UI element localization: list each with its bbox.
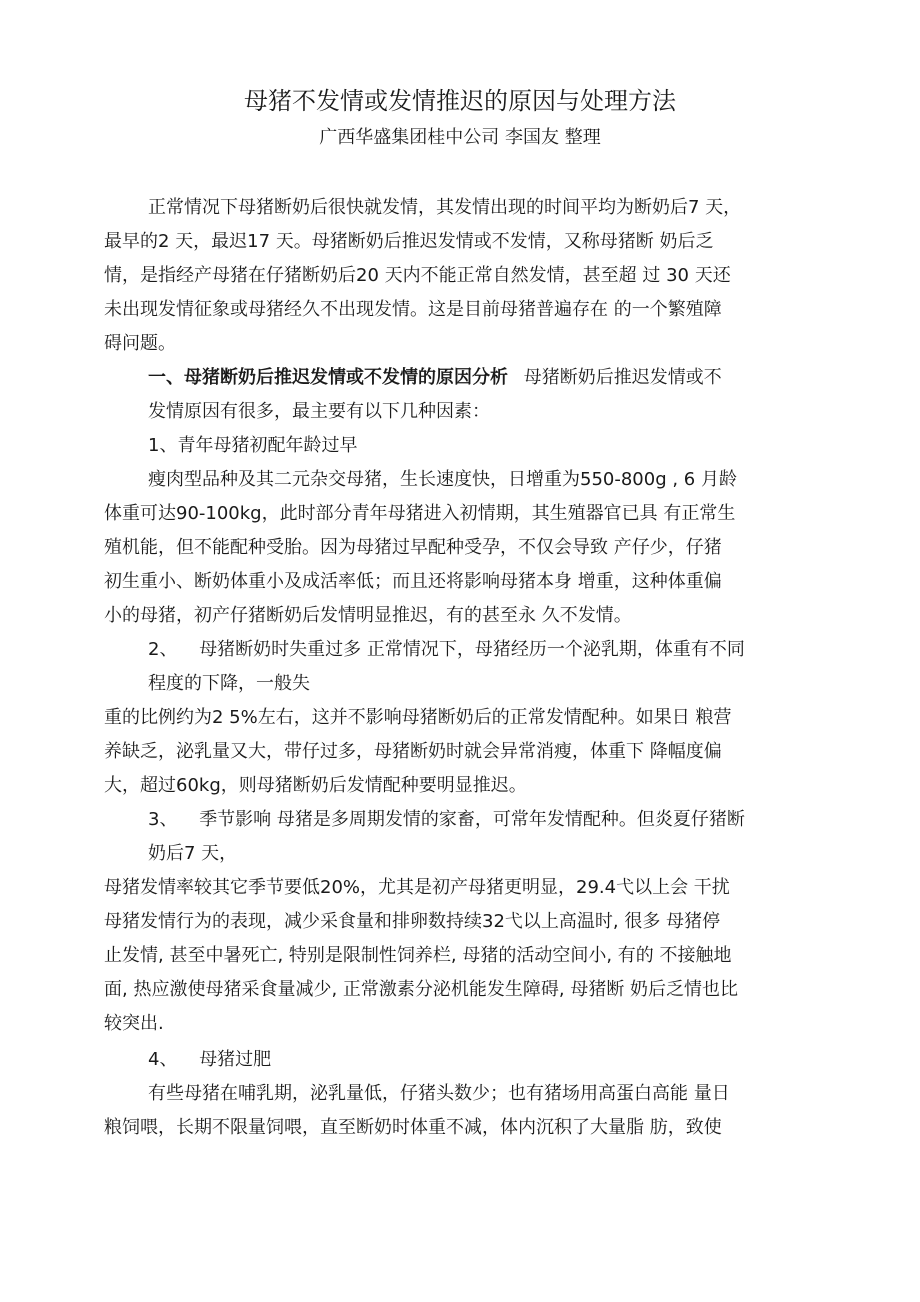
item-1-line-4: 初生重小、断奶体重小及成活率低；而且还将影响母猪本身 增重，这种体重偏 [104,571,722,592]
item-2-line-3: 重的比例约为2 5%左右，这并不影响母猪断奶后的正常发情配种。如果日 粮营 [104,707,732,728]
item-3-heading-text: 季节影响 母猪是多周期发情的家畜，可常年发情配种。但炎夏仔猪断 [199,809,745,830]
intro-line-4: 未出现发情征象或母猪经久不出现发情。这是目前母猪普遍存在 的一个繁殖障 [104,299,722,320]
intro-line-5: 碍问题。 [104,333,176,354]
item-4-heading-text: 母猪过肥 [199,1049,272,1070]
item-3-line-6: 面, 热应激使母猪采食量减少, 正常激素分泌机能发生障碍, 母猪断 奶后乏情也比 [104,979,739,1000]
item-3-line-4: 母猪发情行为的表现，减少采食量和排卵数持续32弋以上高温时, 很多 母猪停 [104,911,721,932]
item-2-heading-line [148,636,745,664]
intro-line-2: 最早的2 天，最迟17 天。母猪断奶后推迟发情或不发情，又称母猪断 奶后乏 [104,231,714,252]
document-title: 母猪不发情或发情推迟的原因与处理方法 [244,87,676,115]
item-3-heading-line [148,806,745,834]
item-3-line-5: 止发情, 甚至中暑死亡, 特别是限制性饲养栏, 母猪的活动空间小, 有的 不接触地 [104,945,732,966]
item-3-number: 3、 [148,809,178,830]
item-4-heading-line [148,1046,271,1074]
item-2-line-4: 养缺乏，泌乳量又大，带仔过多，母猪断奶时就会异常消瘦，体重下 降幅度偏 [104,741,722,762]
item-3-line-2: 奶后7 天， [148,843,238,864]
section-1-heading-line [148,364,722,392]
section-1-line-2: 发情原因有很多，最主要有以下几种因素： [148,401,490,422]
item-2-line-2: 程度的下降，一般失 [148,673,310,694]
document-subtitle: 广西华盛集团桂中公司 李国友 整理 [319,127,601,148]
item-2-number: 2、 [148,639,178,660]
item-1-line-1: 瘦肉型品种及其二元杂交母猪，生长速度快，日增重为550-800g , 6 月龄 [148,469,737,490]
item-2-heading-text: 母猪断奶时失重过多 正常情况下，母猪经历一个泌乳期，体重有不同 [199,639,745,660]
item-3-line-3: 母猪发情率较其它季节要低20%，尤其是初产母猪更明显，29.4弋以上会 干扰 [104,877,730,898]
item-2-line-5: 大，超过60kg，则母猪断奶后发情配种要明显推迟。 [104,775,527,796]
item-4-number: 4、 [148,1049,178,1070]
item-3-line-7: 较突出. [104,1013,164,1034]
item-1-line-3: 殖机能，但不能配种受胎。因为母猪过早配种受孕，不仅会导致 产仔少，仔猪 [104,537,722,558]
intro-line-1: 正常情况下母猪断奶后很快就发情，其发情出现的时间平均为断奶后7 天， [148,197,742,218]
item-1-line-5: 小的母猪，初产仔猪断奶后发情明显推迟，有的甚至永 久不发情。 [104,605,632,626]
item-1-line-2: 体重可达90-100kg，此时部分青年母猪进入初情期，其生殖器官已具 有正常生 [104,503,736,524]
item-4-line-2: 粮饲喂，长期不限量饲喂，直至断奶时体重不减，体内沉积了大量脂 肪，致使 [104,1117,722,1138]
section-1-heading: 一、母猪断奶后推迟发情或不发情的原因分析 [148,367,508,388]
section-1-heading-continuation: 母猪断奶后推迟发情或不 [523,367,722,388]
intro-line-3: 情，是指经产母猪在仔猪断奶后20 天内不能正常自然发情，甚至超 过 30 天还 [104,265,731,286]
item-4-line-1: 有些母猪在哺乳期，泌乳量低，仔猪头数少；也有猪场用高蛋白高能 量日 [148,1083,730,1104]
item-1-heading: 1、青年母猪初配年龄过早 [148,435,358,456]
